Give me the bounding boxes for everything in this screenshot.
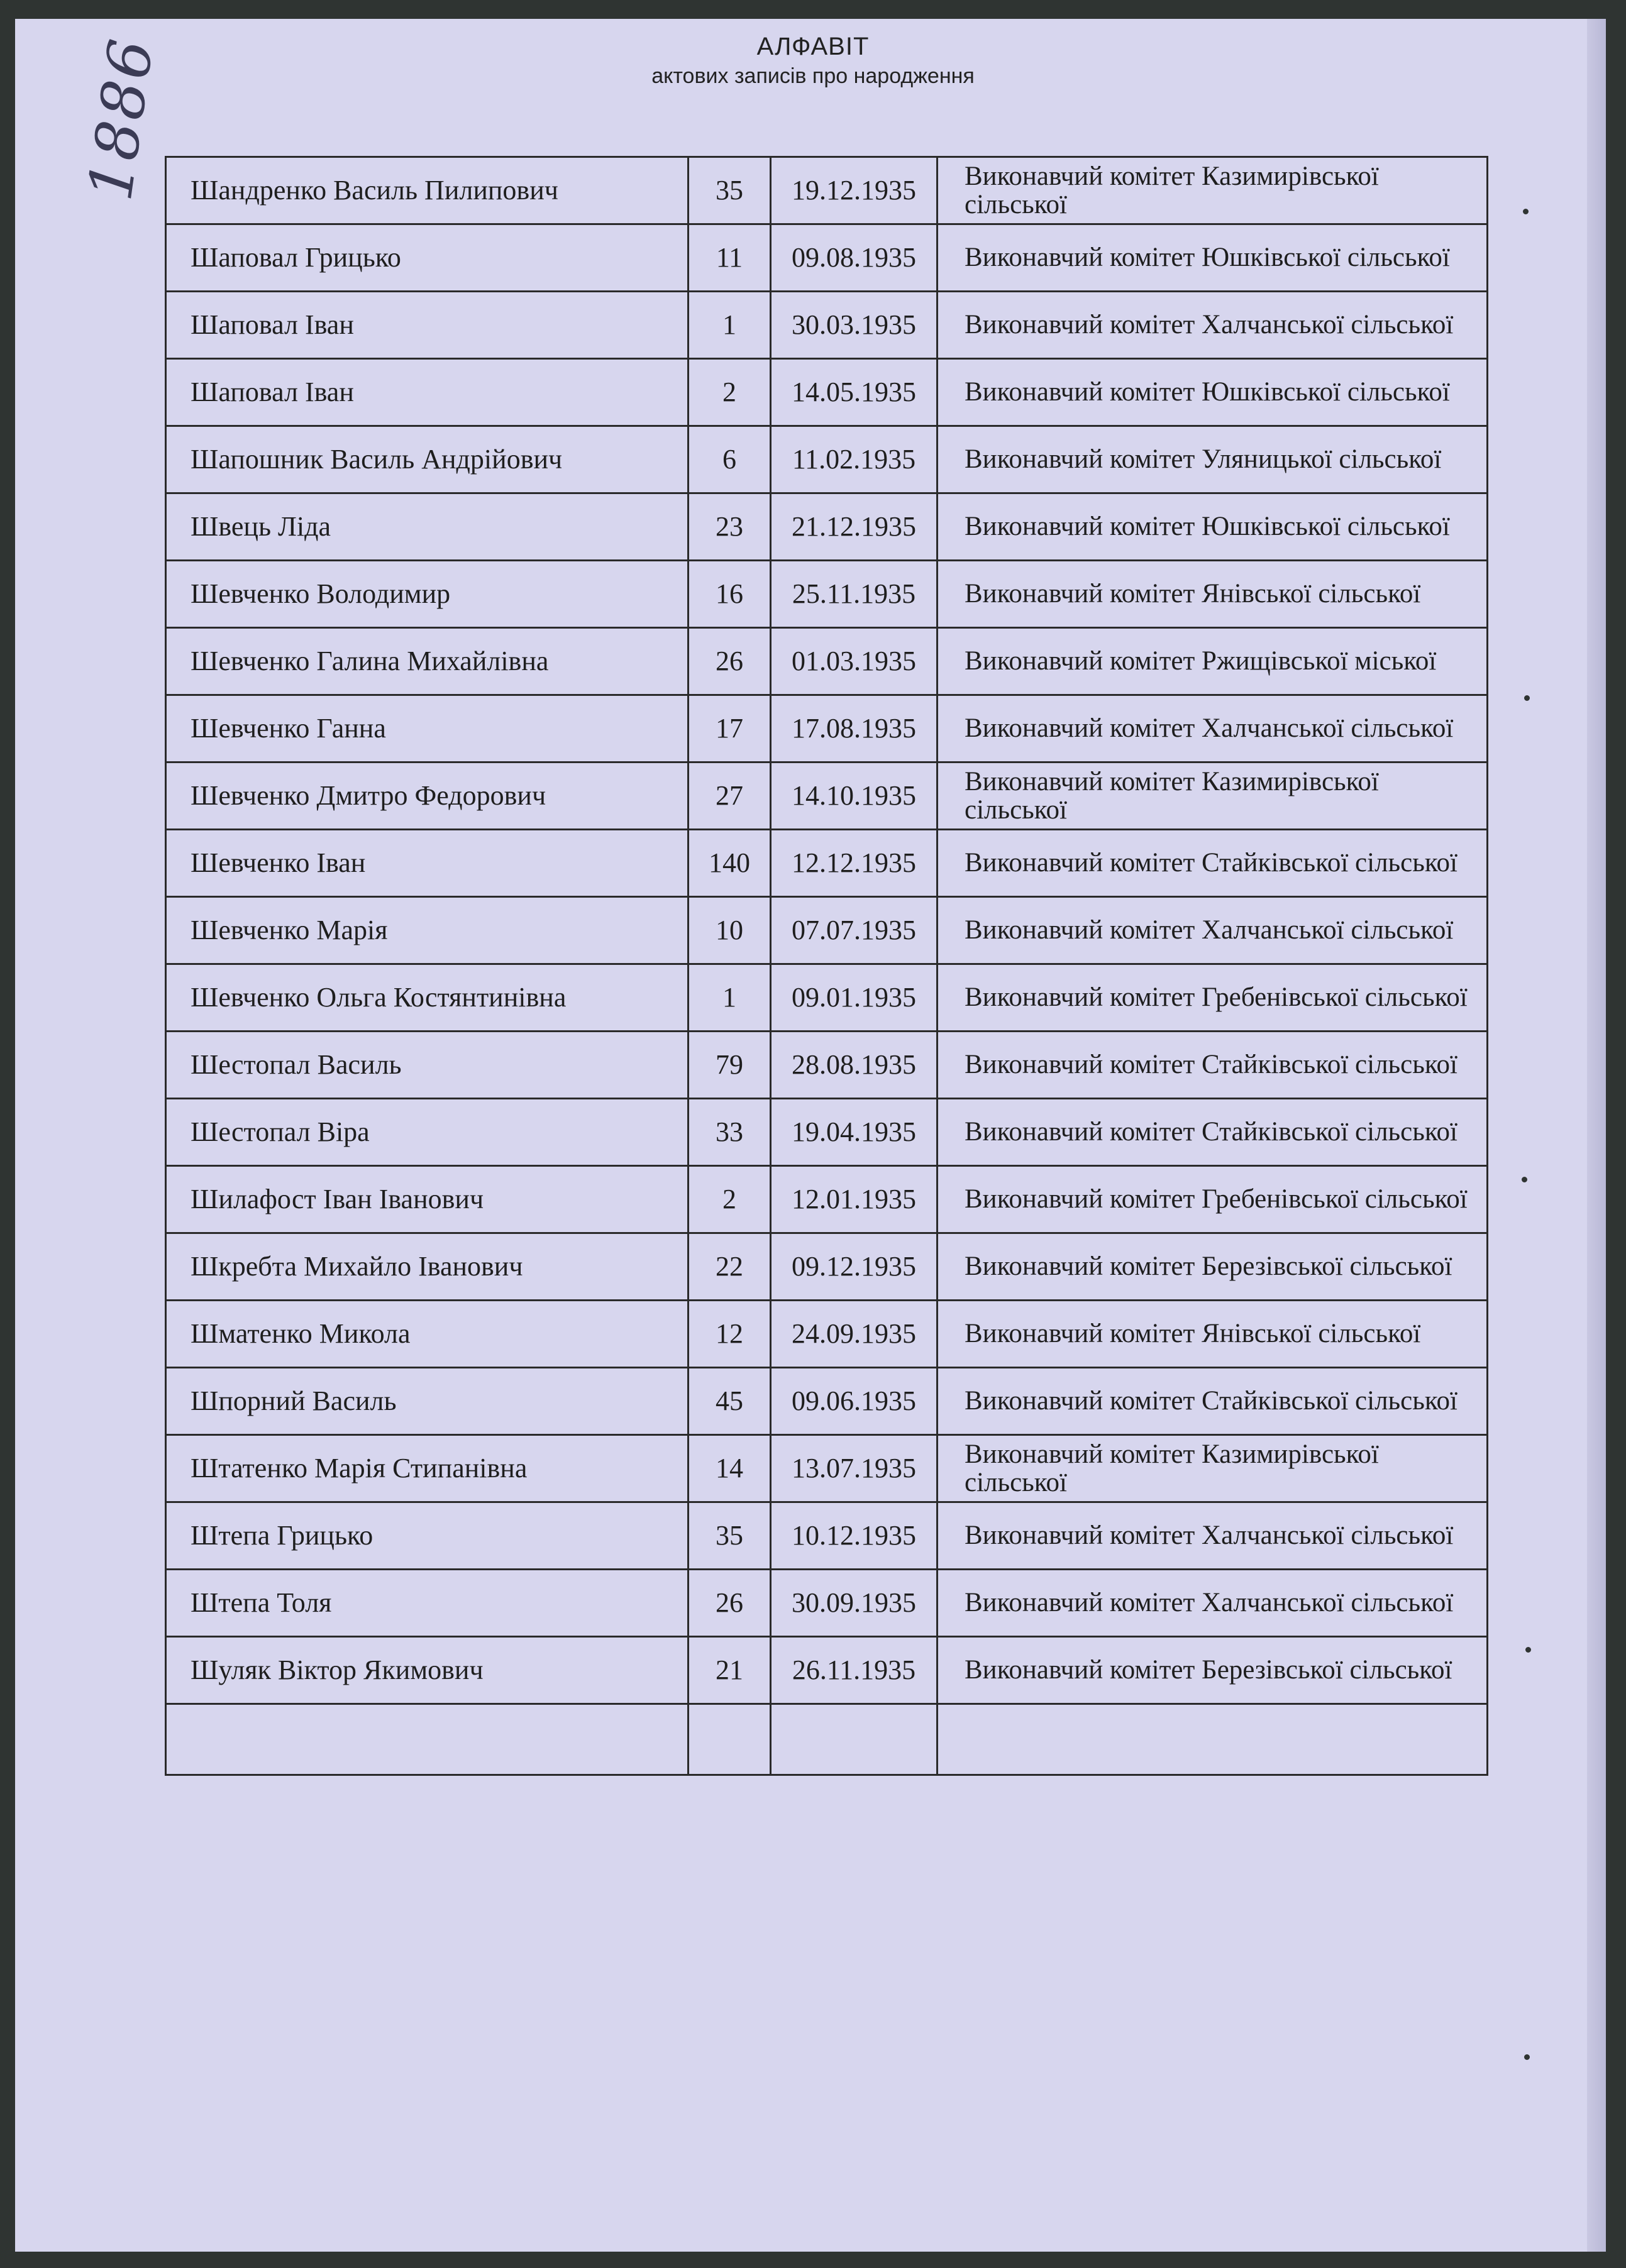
record-name: Шевченко Галина Михайлівна (166, 628, 689, 695)
table-row (166, 1502, 1488, 1570)
record-name: Шаповал Іван (166, 359, 689, 426)
record-number: 2 (689, 1166, 771, 1233)
punch-hole-mark (1522, 1177, 1527, 1182)
record-number: 79 (689, 1032, 771, 1099)
record-date: 14.10.1935 (771, 762, 937, 830)
record-number: 22 (689, 1233, 771, 1301)
record-name: Штатенко Марія Стипанівна (166, 1435, 689, 1502)
record-date: 09.08.1935 (771, 224, 937, 292)
table-row (166, 426, 1488, 493)
record-name (166, 1704, 689, 1775)
record-date: 12.12.1935 (771, 830, 937, 897)
table-row (166, 1301, 1488, 1368)
record-date: 28.08.1935 (771, 1032, 937, 1099)
record-office: Виконавчий комітет Янівської сільської (937, 561, 1488, 628)
table-row (166, 561, 1488, 628)
record-number: 10 (689, 897, 771, 964)
table-row (166, 1368, 1488, 1435)
record-name: Шаповал Грицько (166, 224, 689, 292)
record-number: 11 (689, 224, 771, 292)
record-number: 2 (689, 359, 771, 426)
table-row (166, 695, 1488, 762)
record-number: 35 (689, 157, 771, 224)
record-number: 21 (689, 1637, 771, 1704)
record-date: 24.09.1935 (771, 1301, 937, 1368)
record-name: Шкребта Михайло Іванович (166, 1233, 689, 1301)
table-row (166, 292, 1488, 359)
record-office: Виконавчий комітет Халчанської сільської (937, 897, 1488, 964)
table-row (166, 762, 1488, 830)
record-name: Шестопал Віра (166, 1099, 689, 1166)
record-number: 6 (689, 426, 771, 493)
punch-hole-mark (1523, 209, 1529, 214)
record-number: 12 (689, 1301, 771, 1368)
record-office: Виконавчий комітет Стайківської сільської (937, 1032, 1488, 1099)
record-date: 12.01.1935 (771, 1166, 937, 1233)
record-number: 17 (689, 695, 771, 762)
record-date: 30.03.1935 (771, 292, 937, 359)
record-date: 10.12.1935 (771, 1502, 937, 1570)
table-row (166, 1233, 1488, 1301)
table-row (166, 157, 1488, 224)
record-name: Шуляк Віктор Якимович (166, 1637, 689, 1704)
record-date: 21.12.1935 (771, 493, 937, 561)
record-office: Виконавчий комітет Халчанської сільської (937, 292, 1488, 359)
record-office: Виконавчий комітет Гребенівської сільської (937, 1166, 1488, 1233)
record-office: Виконавчий комітет Юшківської сільської (937, 493, 1488, 561)
record-date: 13.07.1935 (771, 1435, 937, 1502)
record-date: 01.03.1935 (771, 628, 937, 695)
record-office: Виконавчий комітет Гребенівської сільської (937, 964, 1488, 1032)
table-row (166, 359, 1488, 426)
record-number: 14 (689, 1435, 771, 1502)
record-name: Шматенко Микола (166, 1301, 689, 1368)
record-date: 19.12.1935 (771, 157, 937, 224)
record-date: 07.07.1935 (771, 897, 937, 964)
record-office: Виконавчий комітет Стайківської сільської (937, 1099, 1488, 1166)
record-name: Шапошник Василь Андрійович (166, 426, 689, 493)
record-office: Виконавчий комітет Березівської сільської (937, 1637, 1488, 1704)
record-name: Шевченко Ольга Костянтинівна (166, 964, 689, 1032)
record-office (937, 1704, 1488, 1775)
document-title: АЛФАВІТ (756, 33, 870, 60)
record-name: Шевченко Дмитро Федорович (166, 762, 689, 830)
record-office: Виконавчий комітет Юшківської сільської (937, 224, 1488, 292)
table-row (166, 897, 1488, 964)
table-row (166, 1637, 1488, 1704)
record-date: 11.02.1935 (771, 426, 937, 493)
record-name: Штепа Толя (166, 1570, 689, 1637)
record-office: Виконавчий комітет Юшківської сільської (937, 359, 1488, 426)
record-number: 27 (689, 762, 771, 830)
record-date (771, 1704, 937, 1775)
record-name: Шпорний Василь (166, 1368, 689, 1435)
record-date: 26.11.1935 (771, 1637, 937, 1704)
record-name: Шевченко Марія (166, 897, 689, 964)
record-office: Виконавчий комітет Халчанської сільської (937, 695, 1488, 762)
record-office: Виконавчий комітет Халчанської сільської (937, 1502, 1488, 1570)
record-office: Виконавчий комітет Уляницької сільської (937, 426, 1488, 493)
record-name: Шевченко Ганна (166, 695, 689, 762)
record-office: Виконавчий комітет Березівської сільської (937, 1233, 1488, 1301)
record-date: 14.05.1935 (771, 359, 937, 426)
record-number: 1 (689, 292, 771, 359)
record-number (689, 1704, 771, 1775)
punch-hole-mark (1525, 1647, 1531, 1653)
punch-hole-mark (1524, 2054, 1530, 2060)
record-date: 09.01.1935 (771, 964, 937, 1032)
punch-hole-mark (1524, 695, 1530, 701)
record-date: 09.12.1935 (771, 1233, 937, 1301)
table-row (166, 493, 1488, 561)
record-number: 16 (689, 561, 771, 628)
table-row (166, 1166, 1488, 1233)
record-number: 26 (689, 1570, 771, 1637)
record-office: Виконавчий комітет Казимирівської сільської (937, 762, 1488, 830)
table-row (166, 1099, 1488, 1166)
record-office: Виконавчий комітет Халчанської сільської (937, 1570, 1488, 1637)
table-row (166, 628, 1488, 695)
record-office: Виконавчий комітет Казимирівської сільської (937, 1435, 1488, 1502)
record-date: 09.06.1935 (771, 1368, 937, 1435)
table-row (166, 1435, 1488, 1502)
table-row (166, 1032, 1488, 1099)
record-name: Штепа Грицько (166, 1502, 689, 1570)
record-number: 45 (689, 1368, 771, 1435)
record-name: Шестопал Василь (166, 1032, 689, 1099)
record-number: 33 (689, 1099, 771, 1166)
record-name: Шевченко Іван (166, 830, 689, 897)
record-office: Виконавчий комітет Казимирівської сільської (937, 157, 1488, 224)
record-name: Шандренко Василь Пилипович (166, 157, 689, 224)
record-office: Виконавчий комітет Стайківської сільської (937, 830, 1488, 897)
record-date: 25.11.1935 (771, 561, 937, 628)
record-number: 140 (689, 830, 771, 897)
table-row (166, 1570, 1488, 1637)
record-name: Швець Ліда (166, 493, 689, 561)
record-office: Виконавчий комітет Янівської сільської (937, 1301, 1488, 1368)
record-date: 30.09.1935 (771, 1570, 937, 1637)
record-date: 17.08.1935 (771, 695, 937, 762)
record-office: Виконавчий комітет Стайківської сільської (937, 1368, 1488, 1435)
document-subtitle: актових записів про народження (651, 64, 975, 88)
record-office: Виконавчий комітет Ржищівської міської (937, 628, 1488, 695)
page-edge (1587, 19, 1606, 2252)
record-name: Шилафост Іван Іванович (166, 1166, 689, 1233)
record-number: 23 (689, 493, 771, 561)
table-row (166, 830, 1488, 897)
table-row (166, 1704, 1488, 1775)
record-date: 19.04.1935 (771, 1099, 937, 1166)
handwritten-folio-number: 1886 (75, 33, 168, 205)
record-number: 35 (689, 1502, 771, 1570)
record-name: Шаповал Іван (166, 292, 689, 359)
record-number: 26 (689, 628, 771, 695)
birth-records-table (165, 156, 1488, 1776)
table-row (166, 224, 1488, 292)
records-body (166, 157, 1488, 1775)
record-name: Шевченко Володимир (166, 561, 689, 628)
record-number: 1 (689, 964, 771, 1032)
table-row (166, 964, 1488, 1032)
